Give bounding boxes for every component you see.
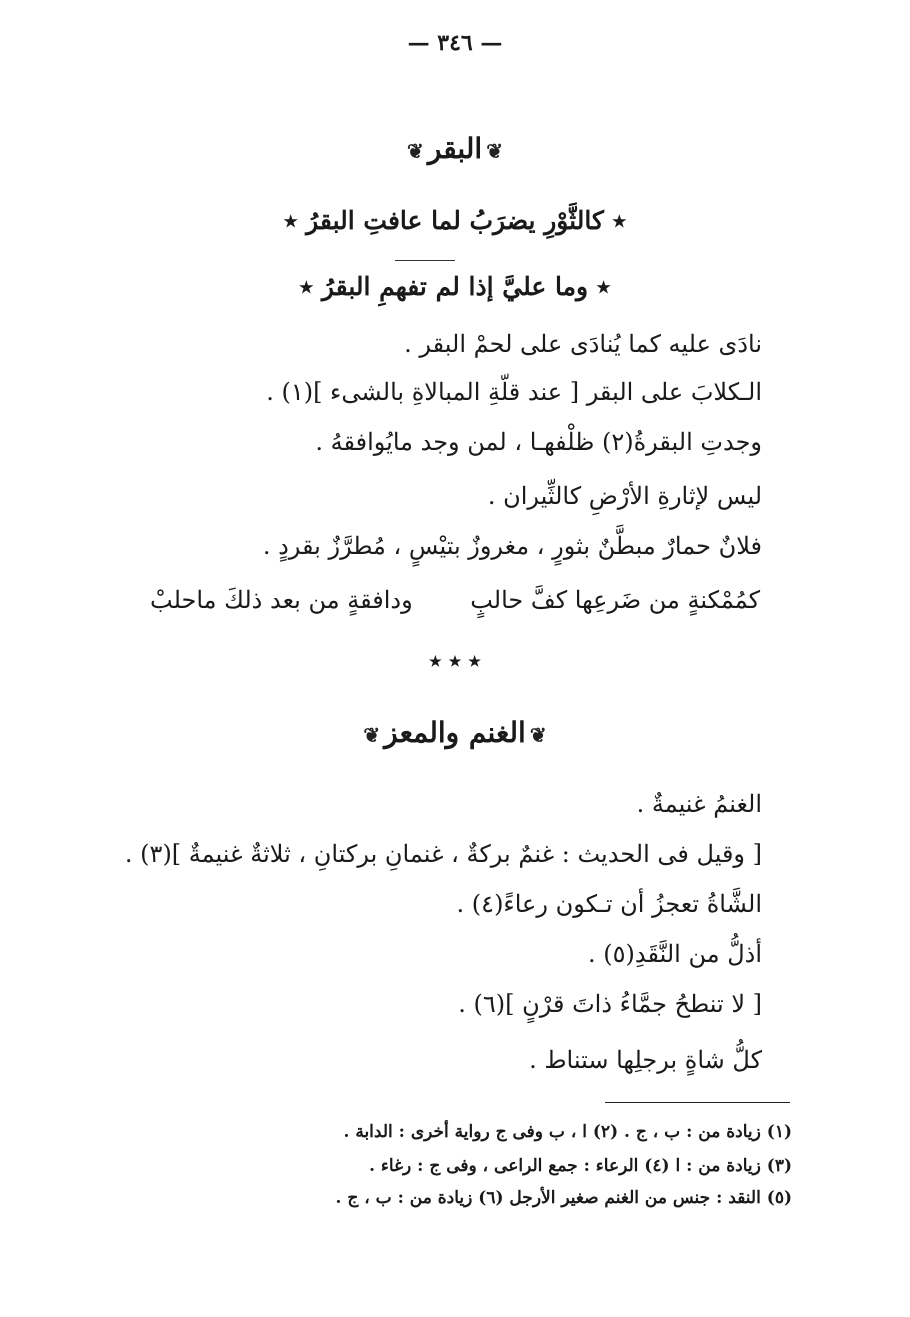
ornament-icon: ❦	[486, 139, 503, 163]
page-number: — ٣٤٦ —	[407, 30, 503, 56]
ornament-icon: ❦	[363, 723, 381, 747]
verse-line: ٭ وما عليَّ إذا لم تفهمِ البقرُ ٭	[299, 272, 611, 301]
poem-line	[150, 586, 760, 614]
section-title: الغنم والمعز	[384, 716, 526, 749]
proverb-line: فلانٌ حمارٌ مبطَّنٌ بثورٍ ، مغروزٌ بتيْسٍ ، مُطرَّزٌ بقردٍ .	[262, 532, 762, 560]
footnote: (٥) النقد : جنس من الغنم صغير الأرجل (٦) زيادة من : ب ، ج .	[335, 1188, 792, 1208]
footnote-divider	[605, 1102, 790, 1103]
proverb-line: [ لا تنطحُ جمَّاءُ ذاتَ قرْنٍ ](٦) .	[458, 990, 762, 1018]
verse-divider	[395, 260, 455, 261]
proverb-line: الـكلابَ على البقر [ عند قلّةِ المبالاةِ بالشىء ](١) .	[266, 378, 762, 406]
section-title: البقر	[427, 132, 483, 165]
proverb-line: الشَّاةُ تعجزُ أن تـكون رعاءً(٤) .	[456, 890, 762, 918]
proverb-line: [ وقيل فى الحديث : غنمٌ بركةٌ ، غنمانِ بركتانِ ، ثلاثةٌ غنيمةٌ ](٣) .	[124, 840, 762, 868]
poem-hemistich-first: كمُمْكنةٍ من ضَرعِها كفَّ حالبٍ	[470, 586, 760, 614]
section-separator: ٭ ٭ ٭	[429, 648, 481, 674]
verse-line: ٭ كالثَّوْرِ يضرَبُ لما عافتِ البقرُ ٭	[283, 206, 627, 235]
ornament-icon: ❦	[407, 139, 424, 163]
proverb-line: نادَى عليه كما يُنادَى على لحمْ البقر .	[404, 330, 762, 358]
proverb-line: كلُّ شاةٍ برجلِها ستناط .	[529, 1046, 762, 1074]
proverb-line: وجدتِ البقرةُ(٢) ظلْفهـا ، لمن وجد مايُوافقهُ .	[315, 428, 762, 456]
proverb-line: الغنمُ غنيمةٌ .	[636, 790, 762, 818]
proverb-line: أذلُّ من النَّقَدِ(٥) .	[587, 940, 762, 968]
poem-hemistich-second: ودافقةٍ من بعد ذلكَ ماحلبْ	[150, 586, 413, 614]
proverb-line: ليس لإثارةِ الأرْضِ كالثِّيران .	[487, 482, 762, 510]
footnote: (١) زيادة من : ب ، ج . (٢) ا ، ب وفى ج رواية أخرى : الدابة .	[343, 1122, 792, 1142]
section-heading-sheep-goats	[0, 716, 910, 749]
section-heading-cattle	[0, 132, 910, 165]
footnote: (٣) زيادة من : ا (٤) الرعاء : جمع الراعى ، وفى ج : رغاء .	[369, 1156, 792, 1176]
ornament-icon: ❦	[529, 723, 547, 747]
